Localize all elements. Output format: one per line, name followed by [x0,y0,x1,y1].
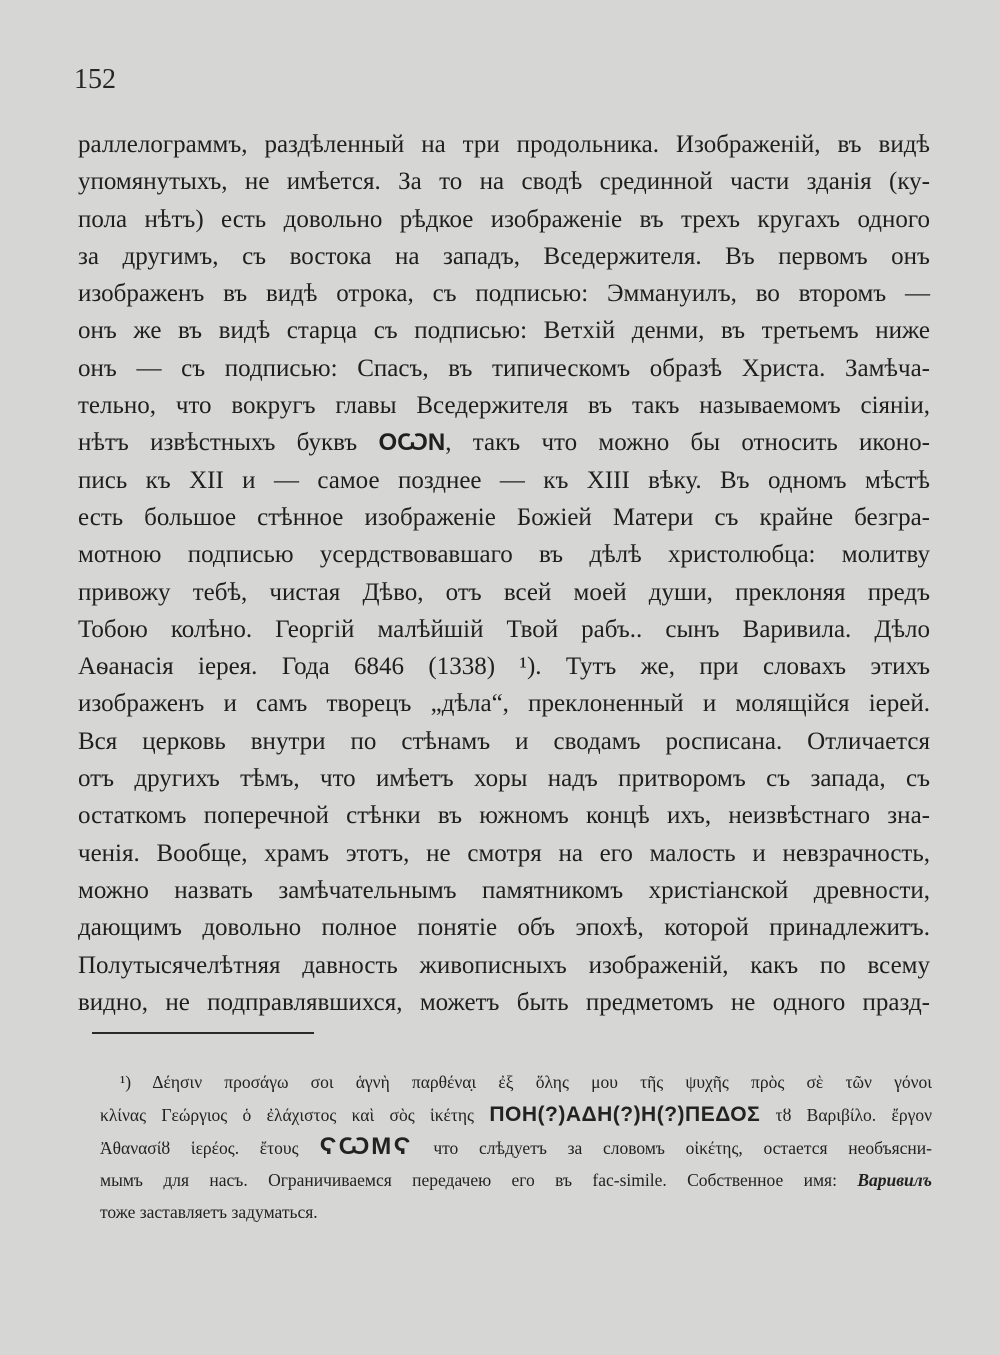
text-line: привожу тебѣ, чистая Дѣво, отъ всей моей души, преклоняя предъ [78,578,930,606]
footnote-line [100,1131,932,1164]
text-line: ченія. Вообще, храмъ этотъ, не смотря на его малость и невзрачность, [78,839,930,867]
text-line: можно назвать замѣчательнымъ памятникомъ христіанской древности, [78,876,930,904]
inscription-letters: ΠΟΗ(?)ΑΔΗ(?)Η(?)ΠΕΔΟΣ [489,1102,761,1126]
footnote-line [100,1099,932,1132]
footnote-text: Ἀθανασίȣ ἱερέος. ἔτους [100,1138,320,1158]
text-line: мотною подписью усердствовавшаго въ дѣлѣ христолюбца: молитву [78,541,930,569]
text-line: дающимъ довольно полное понятіе объ эпохѣ, которой принадлежитъ. [78,914,930,942]
proper-name: Варивилъ [857,1169,932,1190]
text-line: есть большое стѣнное изображеніе Божіей Матери съ крайне безгра- [78,503,930,531]
text-line: пись къ XII и — самое позднее — къ XIII вѣку. Въ одномъ мѣстѣ [78,466,930,494]
text-line: остаткомъ поперечной стѣнки въ южномъ концѣ ихъ, неизвѣстнаго зна- [78,802,930,830]
text-line: Тобою колѣно. Георгій малѣйшій Твой рабъ.. сынъ Варивила. Дѣло [78,615,930,643]
footnote-line: ¹) Δέησιν προσάγω σοι ἁγνὴ παρθένα̣ι ἐξ ὅλης μου τῆς ψυχῆς πρὸς σὲ τῶν γόνοι [120,1072,932,1092]
text-line: за другимъ, съ востока на западъ, Вседержителя. Въ первомъ онъ [78,242,930,270]
footnote-text: κλίνας Γεώργιος ὁ ἐλάχιστος καὶ σὸς ἱκέτης [100,1104,490,1125]
line-text: нѣтъ извѣстныхъ буквъ [78,429,379,457]
footnote [100,1066,932,1229]
text-line: пола нѣтъ) есть довольно рѣдкое изображеніе въ трехъ кругахъ одного [78,205,930,233]
text-line: видно, не подправлявшихся, можетъ быть предметомъ не одного празд- [78,988,930,1016]
text-line: упомянутыхъ, не имѣется. За то на сводѣ срединной части зданія (ку- [78,168,930,196]
footnote-line [100,1164,932,1197]
text-line: онъ — съ подписью: Спасъ, въ типическомъ образѣ Христа. Замѣча- [78,354,930,382]
line-text: , такъ что можно бы относить иконо- [445,429,930,457]
footnote-text: что слѣдуетъ за словомъ οἰκέτης, остается необъясни- [412,1138,932,1158]
footnote-divider [92,1032,314,1034]
text-line: раллелограммъ, раздѣленный на три продольника. Изображеній, въ видѣ [78,131,930,158]
text-line: отъ другихъ тѣмъ, что имѣетъ хоры надъ притворомъ съ запада, съ [78,765,930,793]
text-line: Аѳанасія іерея. Года 6846 (1338) ¹). Тутъ же, при словахъ этихъ [78,653,930,681]
text-line: изображенъ въ видѣ отрока, съ подписью: Эммануилъ, во второмъ — [78,280,930,308]
footnote-line: тоже заставляетъ задуматься. [100,1202,318,1222]
text-line: онъ же въ видѣ старца съ подписью: Ветхій денми, въ третьемъ ниже [78,317,930,345]
text-line: Вся церковь внутри по стѣнамъ и сводамъ росписана. Отличается [78,727,930,755]
footnote-text: τȣ Βαριβίλο. ἔργον [760,1104,933,1125]
text-line: тельно, что вокругъ главы Вседержителя въ такъ называемомъ сіяніи, [78,392,930,420]
text-line: Полутысячелѣтняя давность живописныхъ изображеній, какъ по всему [78,951,930,979]
body-text [78,126,930,1021]
page-number: 152 [74,64,116,95]
footnote-text: мымъ для насъ. Ограничиваемся передачею его въ fac-simile. Собственное имя: [100,1169,858,1190]
text-line [78,424,930,461]
text-line: изображенъ и самъ творецъ „дѣла“, преклоненный и молящійся іерей. [78,690,930,718]
greek-letters: ΟѠΝ [378,429,446,457]
inscription-date: ϚѠΜϚ [319,1133,413,1160]
